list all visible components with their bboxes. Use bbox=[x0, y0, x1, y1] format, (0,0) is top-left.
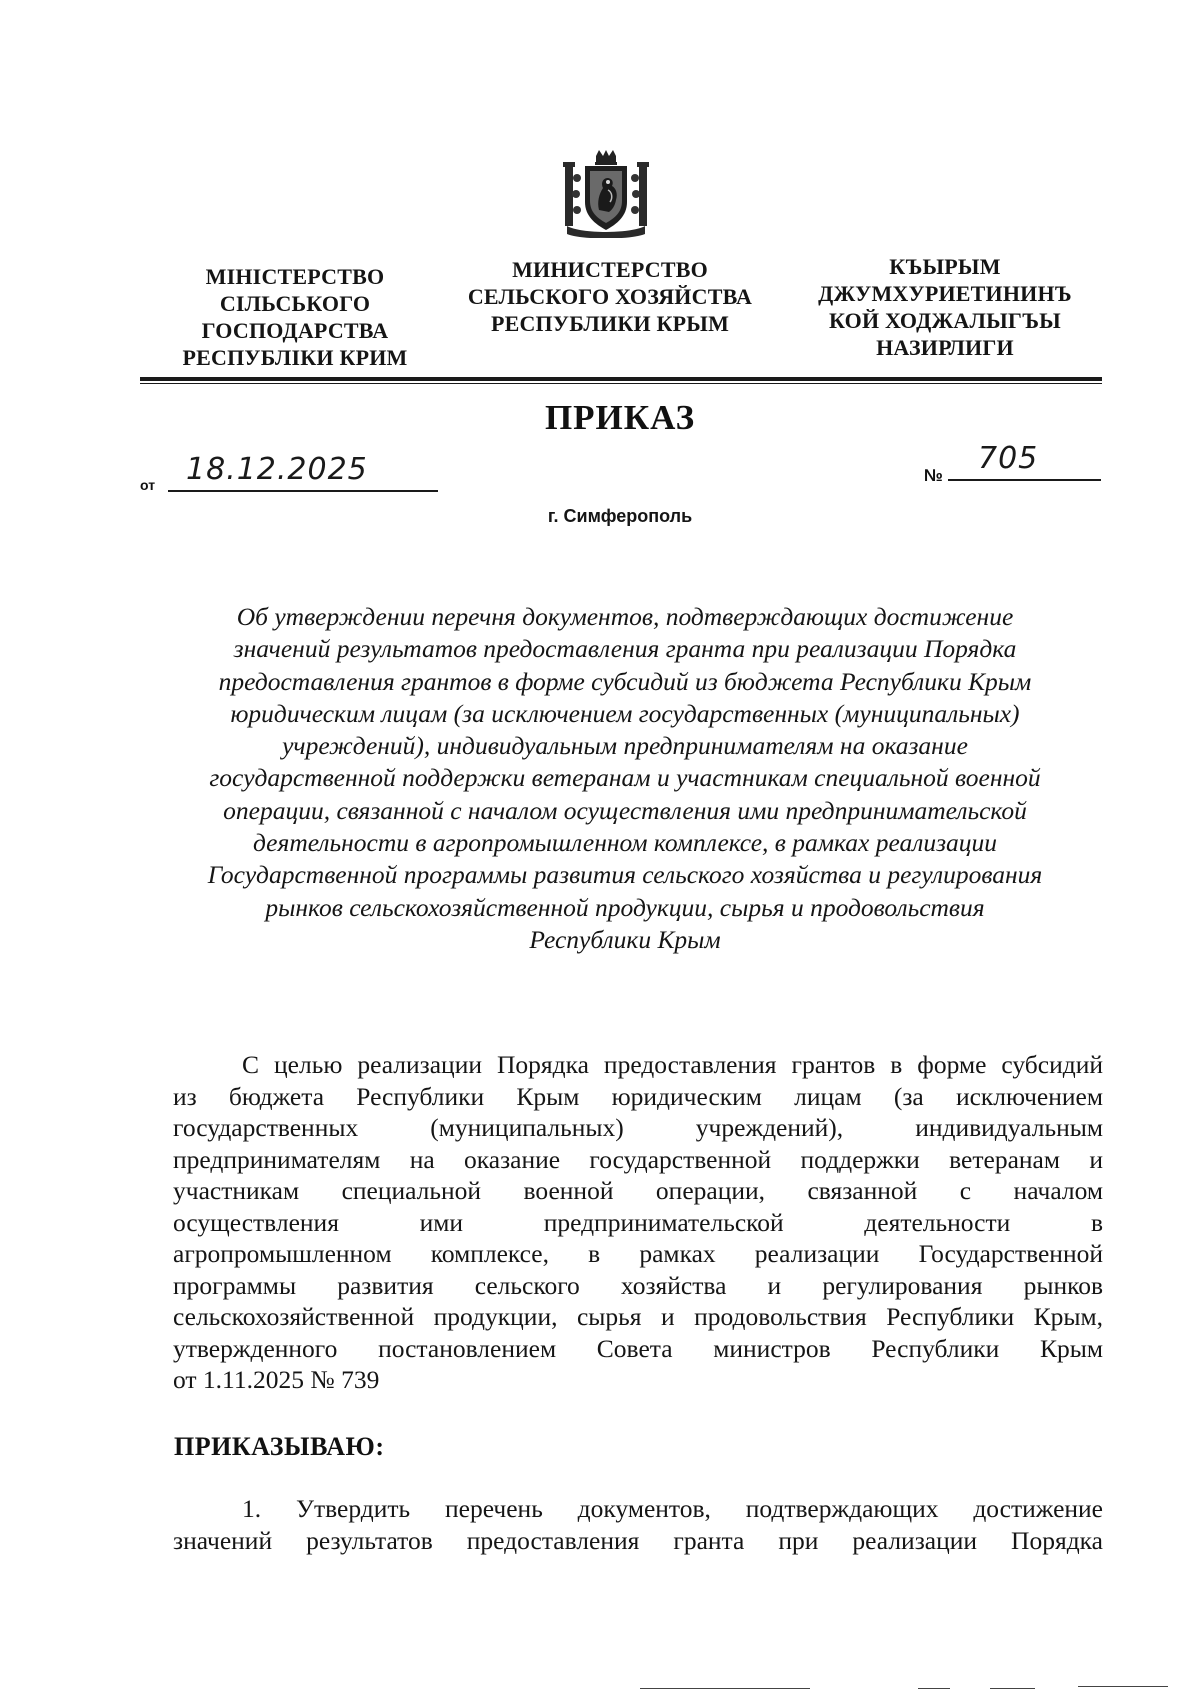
header-divider-thin bbox=[140, 383, 1102, 384]
document-title: ПРИКАЗ bbox=[544, 398, 696, 437]
order-heading: ПРИКАЗЫВАЮ: bbox=[174, 1432, 385, 1461]
scan-artifact-line bbox=[1078, 1686, 1168, 1687]
header-russian-line: СЕЛЬСКОГО ХОЗЯЙСТВА bbox=[467, 284, 753, 309]
header-ukrainian-line: СІЛЬСЬКОГО bbox=[219, 291, 371, 316]
body-line: из бюджета Республики Крым юридическим лицам (за исключением bbox=[173, 1081, 1103, 1111]
body-line: программы развития сельского хозяйства и регулирования рынков bbox=[173, 1270, 1103, 1300]
city-name: г. Симферополь bbox=[547, 506, 693, 526]
subject-line: Республики Крым bbox=[529, 924, 721, 954]
subject-line: учреждений), индивидуальным предпринимателям на оказание bbox=[282, 731, 968, 761]
body-line: государственных (муниципальных) учреждений), индивидуальным bbox=[173, 1113, 1103, 1142]
header-russian bbox=[455, 256, 765, 337]
header-ukrainian-line: ГОСПОДАРСТВА bbox=[201, 318, 389, 343]
body-line: участникам специальной военной операции, связанной с началом bbox=[173, 1176, 1103, 1205]
header-ukrainian-line: МІНІСТЕРСТВО bbox=[205, 264, 385, 289]
header-crimean-tatar-line: НАЗИРЛИГИ bbox=[876, 335, 1014, 360]
date-value: 18.12.2025 bbox=[186, 452, 368, 487]
body-line: от 1.11.2025 № 739 bbox=[173, 1365, 380, 1394]
subject-line: операции, связанной с началом осуществления ими предпринимательской bbox=[223, 795, 1027, 825]
date-underline bbox=[168, 490, 438, 492]
item-line: значений результатов предоставления гранта при реализации Порядка bbox=[173, 1525, 1103, 1555]
preamble-paragraph bbox=[173, 1049, 1103, 1396]
subject-line: Государственной программы развития сельского хозяйства и регулирования bbox=[207, 860, 1043, 890]
body-line: осуществления ими предпринимательской деятельности в bbox=[173, 1207, 1103, 1237]
scan-artifact-line bbox=[640, 1688, 810, 1689]
body-line: С целью реализации Порядка предоставления грантов в форме субсидий bbox=[242, 1050, 1103, 1079]
date-label: от bbox=[140, 477, 156, 493]
header-crimean-tatar-line: КОЙ ХОДЖАЛЫГЪЫ bbox=[829, 308, 1061, 333]
subject-line: юридическим лицам (за исключением государственных (муниципальных) bbox=[230, 698, 1020, 728]
order-item-1 bbox=[173, 1493, 1103, 1556]
subject-line: рынков сельскохозяйственной продукции, сырья и продовольствия bbox=[265, 892, 985, 922]
subject-line: государственной поддержки ветеранам и участникам специальной военной bbox=[209, 763, 1041, 793]
header-russian-line: РЕСПУБЛИКИ КРЫМ bbox=[490, 311, 730, 336]
coat-of-arms-icon bbox=[563, 150, 649, 238]
number-value: 705 bbox=[978, 441, 1039, 476]
scan-artifact-line bbox=[990, 1688, 1035, 1689]
header-crimean-tatar-line: КЪЫРЫМ bbox=[889, 254, 1001, 279]
header-crimean-tatar bbox=[800, 253, 1090, 361]
header-ukrainian bbox=[170, 263, 420, 371]
body-line: сельскохозяйственной продукции, сырья и продовольствия Республики Крым, bbox=[173, 1302, 1103, 1331]
number-label: № bbox=[924, 466, 943, 485]
header-ukrainian-line: РЕСПУБЛІКИ КРИМ bbox=[182, 345, 408, 370]
subject-line: деятельности в агропромышленном комплексе, в рамках реализации bbox=[252, 828, 998, 858]
body-line: утвержденного постановлением Совета министров Республики Крым bbox=[173, 1333, 1103, 1363]
item-line: 1. Утвердить перечень документов, подтверждающих достижение bbox=[242, 1494, 1103, 1523]
subject-line: Об утверждении перечня документов, подтверждающих достижение bbox=[236, 602, 1014, 631]
scan-artifact-line bbox=[918, 1688, 950, 1689]
subject-line: предоставления грантов в форме субсидий из бюджета Республики Крым bbox=[218, 666, 1032, 696]
header-crimean-tatar-line: ДЖУМХУРИЕТИНИНЪ bbox=[818, 281, 1072, 306]
body-line: агропромышленном комплексе, в рамках реализации Государственной bbox=[173, 1239, 1103, 1268]
body-line: предпринимателям на оказание государственной поддержки ветеранам и bbox=[173, 1144, 1103, 1174]
number-underline bbox=[948, 479, 1101, 481]
header-russian-line: МИНИСТЕРСТВО bbox=[512, 257, 708, 282]
header-divider-thick bbox=[140, 377, 1102, 381]
subject-line: значений результатов предоставления гранта при реализации Порядка bbox=[233, 634, 1017, 664]
document-subject bbox=[175, 601, 1075, 956]
